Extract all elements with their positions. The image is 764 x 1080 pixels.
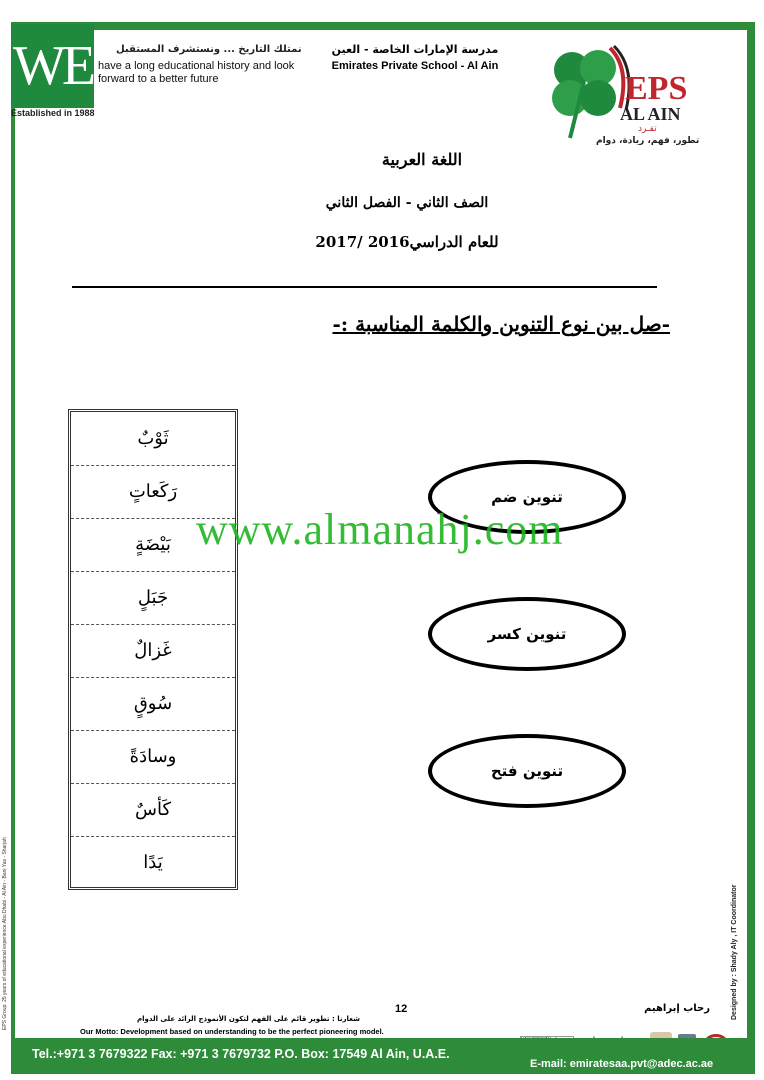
word-item: وسادَةً bbox=[71, 730, 235, 784]
year-title: للعام الدراسي2016 /2017 bbox=[315, 233, 499, 251]
contact-info: Tel.:+971 3 7679322 Fax: +971 3 7679732 P.O. Box: 17549 Al Ain, U.A.E. bbox=[32, 1047, 450, 1061]
eps-subtitle-2: تطور، فهم، ريادة، دوام bbox=[596, 136, 700, 146]
school-name-ar: مدرسة الإمارات الخاصة - العين bbox=[331, 43, 499, 56]
instruction-text: -صل بين نوع التنوين والكلمة المناسبة :- bbox=[332, 312, 670, 336]
word-item: ثَوْبٌ bbox=[71, 412, 235, 466]
we-tagline-ar: نمتلك التاريخ ... ونستشرف المستقبل bbox=[116, 44, 302, 55]
top-border bbox=[11, 22, 755, 30]
tanween-fatha-oval: تنوين فتح bbox=[428, 734, 626, 808]
tanween-damma-oval: تنوين ضم bbox=[428, 460, 626, 534]
word-list bbox=[68, 409, 238, 890]
eps-alain-text: AL AIN bbox=[620, 104, 681, 124]
we-established: Established in 1988 bbox=[11, 108, 95, 118]
tanween-kasra-oval: تنوين كسر bbox=[428, 597, 626, 671]
we-tagline-en: have a long educational history and look forward to a better future bbox=[98, 60, 295, 85]
word-item: كَأسٌ bbox=[71, 783, 235, 837]
clover-icon bbox=[552, 46, 629, 138]
word-item: يَدًا bbox=[143, 852, 163, 873]
separator-line bbox=[72, 286, 657, 288]
grade-title: الصف الثاني - الفصل الثاني bbox=[325, 195, 489, 211]
eps-subtitle-1: تفـرد bbox=[638, 124, 657, 134]
motto-ar: شعارنا : تطوير قائم على الفهم لتكون الأنموذج الرائد على الدوام bbox=[137, 1015, 360, 1023]
word-item: جَبَلٍ bbox=[71, 571, 235, 625]
side-text-left: EPS Group: 25 years of educational experience Abu Dhabi - Al Ain - Bani Yas - Sharjah bbox=[2, 837, 8, 1030]
word-item: بَيْضَةٍ bbox=[71, 518, 235, 572]
right-border bbox=[747, 22, 755, 1062]
side-text-right: Designed by : Shady Aly , IT Coordinator bbox=[731, 884, 738, 1020]
subject-title: اللغة العربية bbox=[381, 150, 463, 169]
word-item: رَكَعاتٍ bbox=[71, 465, 235, 519]
teacher-name: رحاب إبراهيم bbox=[644, 1003, 710, 1014]
word-item: سُوقٍ bbox=[71, 677, 235, 731]
motto-en: Our Motto: Development based on understanding to be the perfect pioneering model. bbox=[80, 1027, 384, 1036]
school-name-en: Emirates Private School - Al Ain bbox=[331, 60, 499, 72]
eps-logo-text: EPS bbox=[625, 70, 688, 107]
watermark: www.almanahj.com bbox=[196, 505, 564, 554]
word-item: غَزالٌ bbox=[71, 624, 235, 678]
page-number: 12 bbox=[395, 1003, 408, 1015]
we-logo: WE bbox=[11, 24, 94, 108]
email-address: E-mail: emiratesaa.pvt@adec.ac.ae bbox=[530, 1058, 714, 1070]
instruction-heading bbox=[290, 312, 670, 336]
